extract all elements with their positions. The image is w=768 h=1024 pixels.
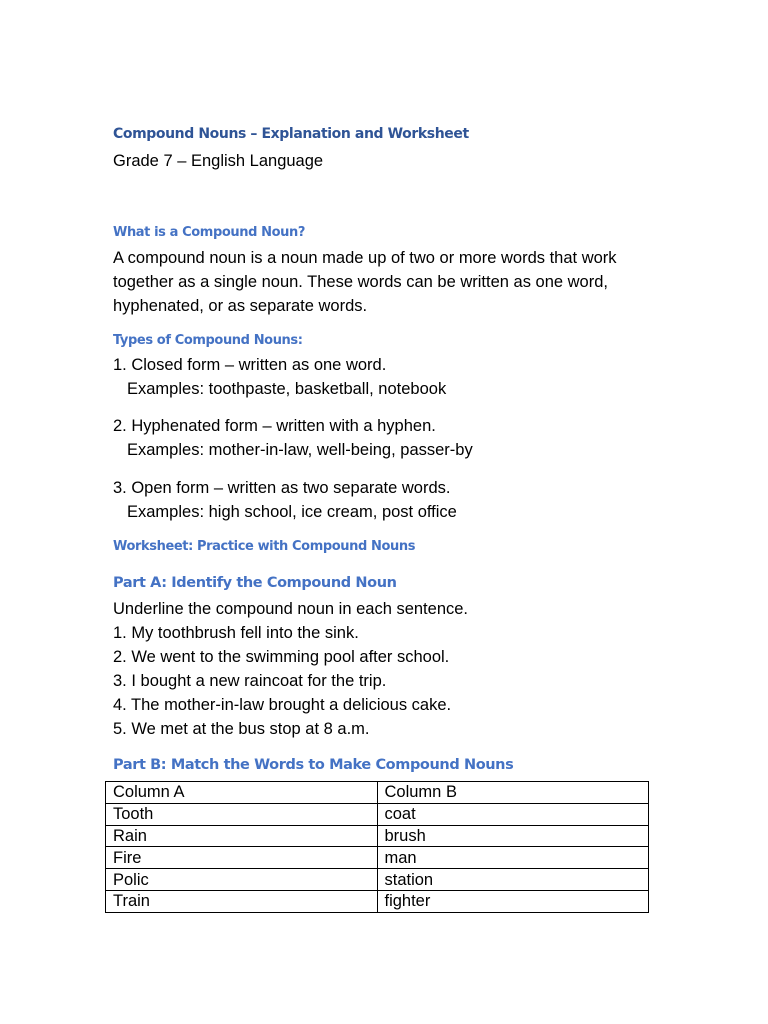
- part-a-sentence: 4. The mother-in-law brought a delicious cake.: [113, 696, 452, 714]
- document-title: Compound Nouns – Explanation and Worksheet: [113, 126, 469, 142]
- table-row: [106, 890, 649, 912]
- types-heading: Types of Compound Nouns:: [113, 333, 303, 348]
- part-a-sentence: 3. I bought a new raincoat for the trip.: [113, 672, 387, 690]
- type-item-closed: [113, 353, 446, 401]
- table-cell-column-a: Train: [106, 890, 378, 912]
- table-cell-column-a: Polic: [106, 869, 378, 891]
- definition-line: hyphenated, or as separate words.: [113, 297, 368, 315]
- definition-heading: What is a Compound Noun?: [113, 225, 305, 240]
- table-header-row: [106, 782, 649, 804]
- type-examples: Examples: toothpaste, basketball, notebook: [127, 380, 447, 398]
- part-b-heading: Part B: Match the Words to Make Compound Nouns: [113, 757, 514, 773]
- table-cell-column-b: man: [377, 847, 649, 869]
- type-line: 3. Open form – written as two separate words.: [113, 479, 451, 497]
- table-header-cell: Column A: [106, 782, 378, 804]
- worksheet-heading: Worksheet: Practice with Compound Nouns: [113, 539, 416, 554]
- table-cell-column-a: Tooth: [106, 803, 378, 825]
- type-line: 2. Hyphenated form – written with a hyphen.: [113, 417, 436, 435]
- part-a-list: [113, 597, 468, 741]
- type-line: 1. Closed form – written as one word.: [113, 356, 387, 374]
- part-a-sentence: 5. We met at the bus stop at 8 a.m.: [113, 720, 370, 738]
- table-cell-column-b: fighter: [377, 890, 649, 912]
- match-table: [105, 781, 649, 913]
- document-subtitle: Grade 7 – English Language: [113, 152, 324, 170]
- table-cell-column-b: station: [377, 869, 649, 891]
- table-row: [106, 825, 649, 847]
- definition-paragraph: [113, 246, 617, 318]
- type-item-hyphenated: [113, 414, 473, 462]
- table-cell-column-a: Rain: [106, 825, 378, 847]
- part-a-sentence: 2. We went to the swimming pool after school.: [113, 648, 450, 666]
- table-cell-column-a: Fire: [106, 847, 378, 869]
- table-row: [106, 869, 649, 891]
- part-a-heading: Part A: Identify the Compound Noun: [113, 575, 397, 591]
- definition-line: A compound noun is a noun made up of two or more words that work: [113, 249, 617, 267]
- table-row: [106, 847, 649, 869]
- definition-line: together as a single noun. These words can be written as one word,: [113, 273, 608, 291]
- table-cell-column-b: coat: [377, 803, 649, 825]
- table-cell-column-b: brush: [377, 825, 649, 847]
- type-item-open: [113, 476, 457, 524]
- type-examples: Examples: high school, ice cream, post office: [127, 503, 457, 521]
- part-a-instruction: Underline the compound noun in each sentence.: [113, 600, 468, 618]
- type-examples: Examples: mother-in-law, well-being, passer-by: [127, 441, 473, 459]
- table-row: [106, 803, 649, 825]
- table-header-cell: Column B: [377, 782, 649, 804]
- part-a-sentence: 1. My toothbrush fell into the sink.: [113, 624, 359, 642]
